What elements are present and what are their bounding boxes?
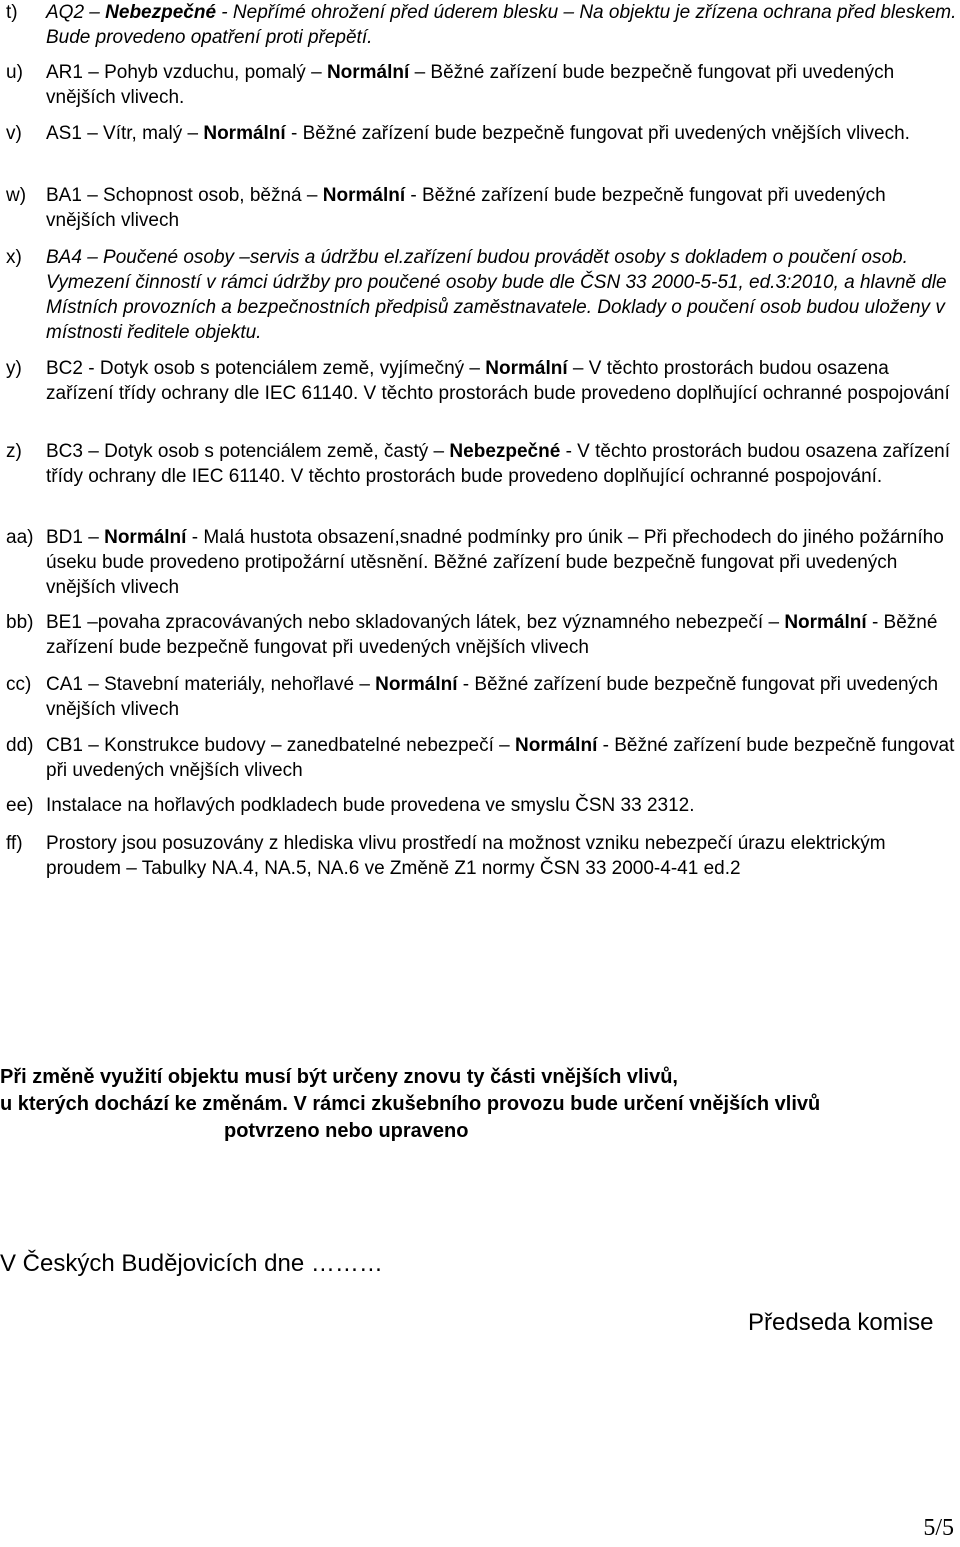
- assessment-result: Normální: [375, 674, 458, 695]
- assessment-result: Nebezpečné: [449, 441, 561, 462]
- text-segment: CB1 – Konstrukce budovy – zanedbatelné nebezpečí –: [46, 735, 515, 756]
- text-segment: Prostory jsou posuzovány z hlediska vlivu prostředí na možnost vzniku nebezpečí úrazu elektrickým proudem – Tabulky NA.4, NA.5, NA.6 ve Změně Z1 normy ČSN 33 2000-4-41 ed.2: [46, 833, 886, 879]
- text-segment: BC3 – Dotyk osob s potenciálem země, častý –: [46, 441, 450, 462]
- item-marker: v): [6, 123, 22, 144]
- item-marker: u): [6, 62, 23, 83]
- text-segment: AR1 – Pohyb vzduchu, pomalý –: [46, 62, 327, 83]
- item-text: [46, 183, 958, 233]
- item-marker: cc): [6, 674, 32, 695]
- item-text: [46, 245, 958, 345]
- item-text: [46, 60, 958, 110]
- text-segment: - Malá hustota obsazení,snadné podmínky pro únik – Při přechodech do jiného požárního úseku bude provedeno protipožární utěsnění. Běžné zařízení bude bezpečně fungovat při uvedených vnějších vlivech: [46, 527, 944, 598]
- text-segment: BA1 – Schopnost osob, běžná –: [46, 185, 323, 206]
- text-segment: AS1 – Vítr, malý –: [46, 123, 204, 144]
- item-text: [46, 525, 958, 600]
- item-text: [46, 831, 958, 881]
- page-number: 5/5: [923, 1515, 954, 1541]
- item-text: [46, 0, 958, 50]
- item-marker: aa): [6, 527, 34, 548]
- note-line: u kterých dochází ke změnám. V rámci zkušebního provozu bude určení vnějších vlivů: [0, 1093, 821, 1115]
- text-segment: - Běžné zařízení bude bezpečně fungovat při uvedených vnějších vlivech.: [285, 123, 910, 144]
- text-segment: - Běžné zařízení bude bezpečně fungovat při uvedených vnějších vlivech: [46, 612, 938, 658]
- item-marker: y): [6, 358, 22, 379]
- text-segment: BE1 –povaha zpracovávaných nebo skladovaných látek, bez významného nebezpečí –: [46, 612, 785, 633]
- item-marker: dd): [6, 735, 34, 756]
- note-line: potvrzeno nebo upraveno: [224, 1120, 469, 1142]
- text-segment: - Běžné zařízení bude bezpečně fungovat při uvedených vnějších vlivech: [46, 735, 955, 781]
- text-segment: - Nepřímé ohrožení před úderem blesku – Na objektu je zřízena ochrana před bleskem. Bude provedeno opatření proti přepětí.: [46, 2, 957, 48]
- item-text: [46, 356, 958, 406]
- item-text: [46, 121, 958, 146]
- place-date-line: V Českých Budějovicích dne ………: [0, 1250, 383, 1277]
- signature-label: Předseda komise: [748, 1309, 934, 1336]
- item-marker: ee): [6, 795, 34, 816]
- item-text: [46, 672, 958, 722]
- assessment-result: Normální: [326, 62, 410, 83]
- text-segment: BD1 –: [46, 527, 105, 548]
- text-segment: BC2 - Dotyk osob s potenciálem země, vyjímečný –: [46, 358, 486, 379]
- item-marker: ff): [6, 833, 23, 854]
- item-text: [46, 610, 958, 660]
- item-marker: w): [6, 185, 27, 206]
- item-marker: z): [6, 441, 22, 462]
- text-segment: CA1 – Stavební materiály, nehořlavé –: [46, 674, 376, 695]
- item-marker: x): [6, 247, 22, 268]
- text-segment: Instalace na hořlavých podkladech bude provedena ve smyslu ČSN 33 2312.: [46, 795, 695, 816]
- item-text: [46, 439, 958, 489]
- text-segment: BA4 – Poučené osoby –servis a údržbu el.zařízení budou provádět osoby s dokladem o poučení osob. Vymezení činností v rámci údržby pro poučené osoby bude dle ČSN 33 2000-5-51, ed.3:2010, a hlavně dle Místních provozních a bezpečnostních předpisů zaměstnavatele. Doklady o poučení osob budou uloženy v místnosti ředitele objektu.: [46, 247, 947, 343]
- assessment-result: Normální: [485, 358, 568, 379]
- assessment-result: Normální: [784, 612, 867, 633]
- text-segment: – Běžné zařízení bude bezpečně fungovat při uvedených vnějších vlivech.: [46, 62, 895, 108]
- text-segment: - Běžné zařízení bude bezpečně fungovat při uvedených vnějších vlivech: [46, 185, 886, 231]
- text-segment: – V těchto prostorách budou osazena zařízení třídy ochrany dle IEC 61140. V těchto prostorách bude provedeno doplňující ochranné pospojování: [46, 358, 950, 404]
- assessment-result: Normální: [515, 735, 598, 756]
- item-text: [46, 733, 958, 783]
- change-note: [0, 1064, 960, 1145]
- assessment-result: Normální: [104, 527, 187, 548]
- text-segment: - V těchto prostorách budou osazena zařízení třídy ochrany dle IEC 61140. V těchto prostorách bude provedeno doplňující ochranné pospojování.: [46, 441, 951, 487]
- text-segment: - Běžné zařízení bude bezpečně fungovat při uvedených vnějších vlivech: [46, 674, 939, 720]
- text-segment: AQ2 –: [46, 2, 106, 23]
- assessment-result: Nebezpečné: [105, 2, 217, 23]
- item-text: [46, 793, 958, 818]
- note-line: Při změně využití objektu musí být určeny znovu ty části vnějších vlivů,: [0, 1066, 678, 1088]
- assessment-result: Normální: [322, 185, 406, 206]
- item-marker: bb): [6, 612, 34, 633]
- item-marker: t): [6, 2, 18, 23]
- assessment-result: Normální: [203, 123, 286, 144]
